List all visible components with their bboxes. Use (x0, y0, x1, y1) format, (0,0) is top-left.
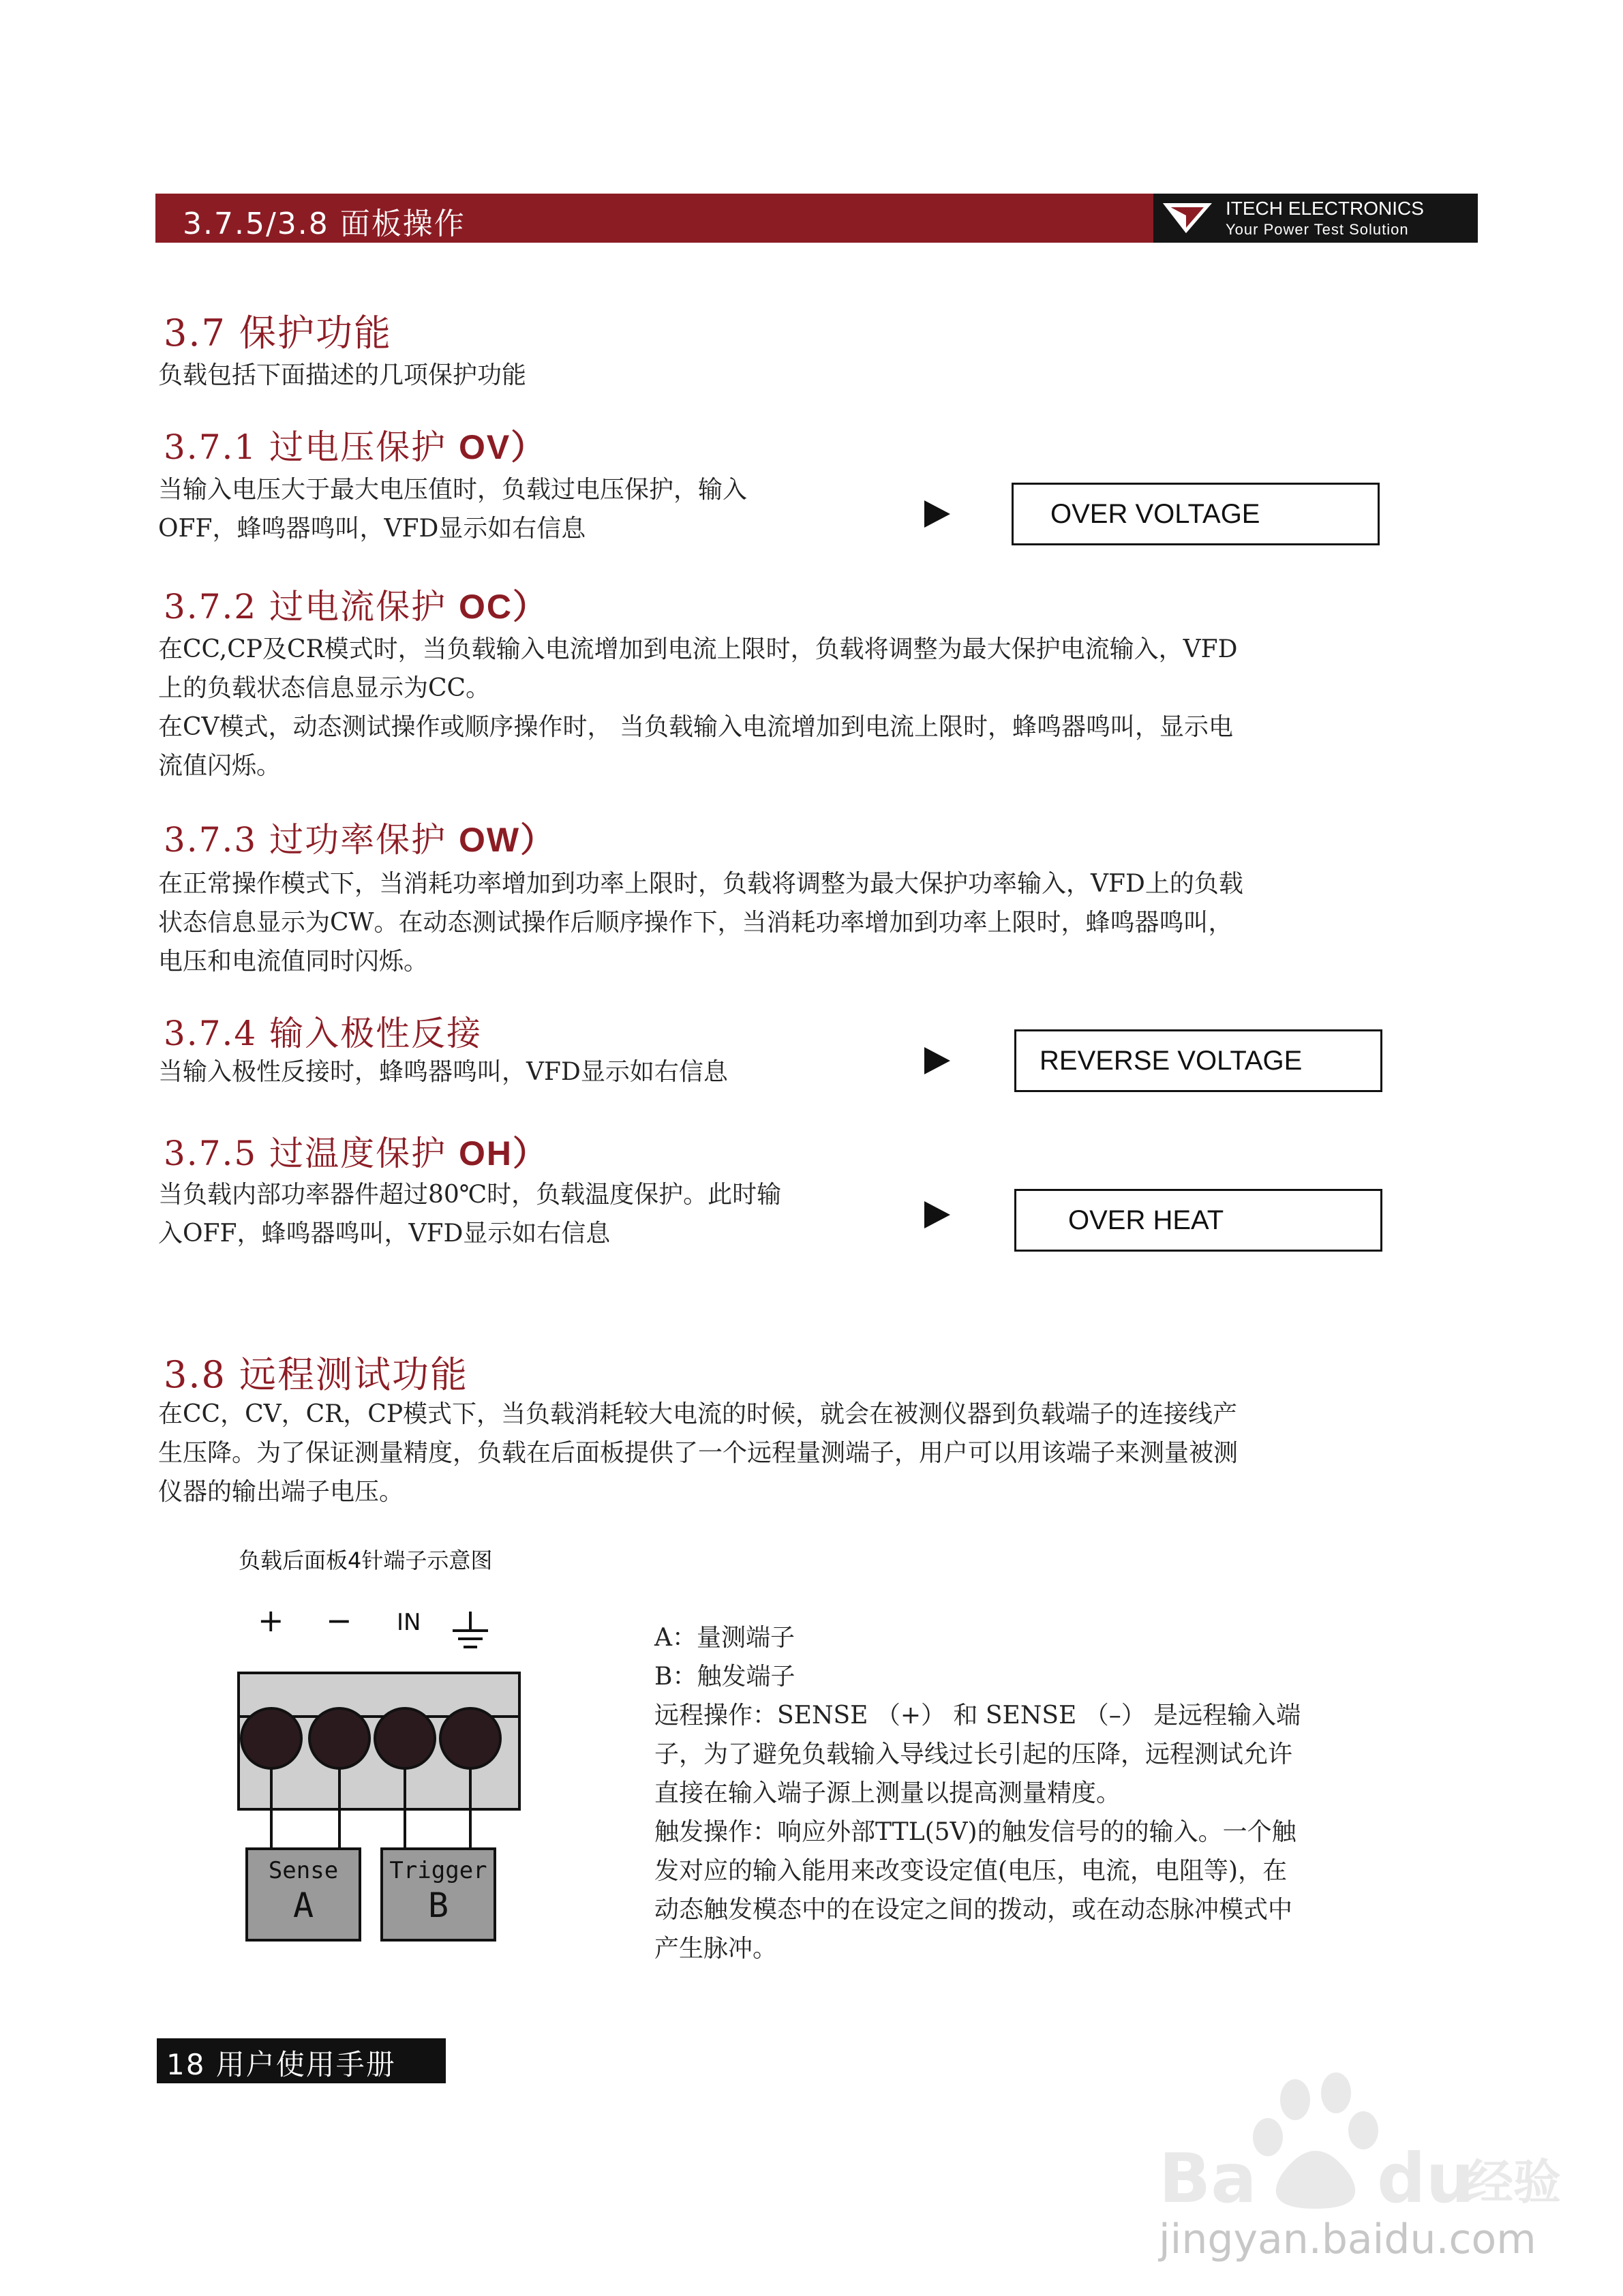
svg-text:Ba: Ba (1159, 2139, 1257, 2218)
legend-line: 产生脉冲。 (654, 1935, 778, 1963)
terminal-pin (374, 1707, 436, 1770)
right-arrow-icon (924, 1047, 950, 1074)
header-bar (155, 194, 1478, 243)
ground-icon (450, 1612, 491, 1654)
in-label: IN (397, 1609, 421, 1636)
section-3-7-title: 3.7 保护功能 (164, 312, 393, 354)
terminal-pin (308, 1707, 371, 1770)
watermark-url: jingyan.baidu.com (1159, 2216, 1536, 2263)
page-section-title: 3.7.5/3.8 面板操作 (183, 207, 466, 241)
vfd-reverse-voltage: REVERSE VOLTAGE (1014, 1029, 1382, 1092)
sense-wire (338, 1768, 341, 1847)
legend-line: 发对应的输入能用来改变设定值(电压，电流，电阻等)，在 (654, 1857, 1288, 1885)
plus-symbol: + (258, 1602, 284, 1639)
section-3-7-3-title (164, 813, 556, 862)
page-footer (157, 2038, 446, 2083)
sense-label: Sense (268, 1857, 339, 1884)
legend-line: 远程操作：SENSE （+） 和 SENSE （–） 是远程输入端 (654, 1702, 1301, 1729)
right-arrow-icon (924, 500, 950, 528)
paragraph-line: 入OFF，蜂鸣器鸣叫，VFD显示如右信息 (158, 1220, 611, 1248)
itech-logo (1153, 194, 1478, 243)
vfd-over-voltage: OVER VOLTAGE (1012, 483, 1380, 545)
paragraph-line: 电压和电流值同时闪烁。 (158, 948, 429, 976)
trigger-label: Trigger (389, 1857, 487, 1884)
legend-line: 子，为了避免负载输入导线过长引起的压降，远程测试允许 (654, 1740, 1293, 1768)
sense-wire (270, 1768, 273, 1847)
heading-text: 3.7.1 过电压保护 (164, 427, 447, 467)
minus-symbol: − (326, 1602, 352, 1639)
paragraph-line: 在CC，CV，CR，CP模式下，当负载消耗较大电流的时候，就会在被测仪器到负载端子的连接线产 (158, 1400, 1238, 1428)
paragraph-line: 在正常操作模式下，当消耗功率增加到功率上限时，负载将调整为最大保护功率输入，VFD上的负载 (158, 870, 1243, 898)
diagram-caption: 负载后面板4针端子示意图 (239, 1547, 493, 1573)
svg-text:du: du (1377, 2139, 1474, 2218)
heading-code: OW） (459, 821, 556, 859)
legend-line: 触发操作：响应外部TTL(5V)的触发信号的的输入。一个触 (654, 1818, 1296, 1846)
heading-text: 3.7.4 输入极性反接 (164, 1014, 483, 1053)
legend-line: A：量测端子 (654, 1624, 795, 1652)
right-arrow-icon (924, 1201, 950, 1228)
paragraph-line: 仪器的输出端子电压。 (158, 1478, 404, 1506)
sense-code: A (292, 1886, 314, 1925)
svg-text:经验: 经验 (1466, 2154, 1561, 2210)
section-3-7-5-title (164, 1126, 548, 1175)
paragraph-line: 上的负载状态信息显示为CC。 (158, 674, 491, 702)
section-3-7-2-body (158, 630, 1238, 785)
trigger-wire (469, 1768, 472, 1847)
paragraph-line: 当输入电压大于最大电压值时，负载过电压保护，输入 (158, 476, 748, 504)
heading-code: OH） (459, 1134, 549, 1173)
trigger-code: B (427, 1886, 449, 1925)
paragraph-line: 流值闪烁。 (158, 752, 282, 780)
heading-text: 3.7.3 过功率保护 (164, 820, 447, 860)
paragraph-line: 当输入极性反接时，蜂鸣器鸣叫，VFD显示如右信息 (158, 1058, 728, 1086)
terminal-pin (240, 1707, 303, 1770)
trigger-wire (404, 1768, 406, 1847)
legend-line: B：触发端子 (654, 1663, 795, 1691)
section-3-7-4-body (158, 1053, 728, 1091)
heading-text: 3.7.5 过温度保护 (164, 1134, 447, 1173)
paragraph-line: 在CV模式，动态测试操作或顺序操作时， 当负载输入电流增加到电流上限时，蜂鸣器鸣叫，显示电 (158, 713, 1233, 741)
paragraph-line: 当负载内部功率器件超过80℃时，负载温度保护。此时输 (158, 1181, 782, 1209)
paragraph-line: 负载包括下面描述的几项保护功能 (158, 361, 527, 389)
legend-line: 直接在输入端子源上测量以提高测量精度。 (654, 1779, 1121, 1807)
paragraph-line: OFF，蜂鸣器鸣叫，VFD显示如右信息 (158, 515, 586, 543)
terminal-pin (439, 1707, 502, 1770)
section-3-7-1-title (164, 420, 546, 469)
section-3-8-title: 3.8 远程测试功能 (164, 1353, 469, 1396)
paragraph-line: 状态信息显示为CW。在动态测试操作后顺序操作下，当消耗功率增加到功率上限时，蜂鸣器鸣叫， (158, 909, 1233, 937)
section-3-7-2-title (164, 579, 548, 629)
heading-code: OV） (459, 428, 547, 466)
trigger-terminal-box (380, 1847, 496, 1942)
section-3-7-body (158, 356, 526, 395)
itech-logo-icon (1159, 198, 1216, 239)
section-3-7-1-body (158, 470, 747, 548)
logo-brand-text: ITECH ELECTRONICS (1226, 198, 1424, 219)
heading-code: OC） (459, 588, 549, 626)
paragraph-line: 在CC,CP及CR模式时，当负载输入电流增加到电流上限时，负载将调整为最大保护电流输入，VFD (158, 635, 1238, 663)
section-3-8-body (158, 1395, 1238, 1511)
sense-terminal-box (245, 1847, 361, 1942)
logo-slogan-text: Your Power Test Solution (1226, 221, 1409, 238)
section-3-7-3-body (158, 864, 1243, 981)
section-3-7-4-title (164, 1006, 482, 1055)
diagram-legend (654, 1618, 1301, 1968)
legend-line: 动态触发模态中的在设定之间的拨动，或在动态脉冲模式中 (654, 1896, 1293, 1924)
paragraph-line: 生压降。为了保证测量精度，负载在后面板提供了一个远程量测端子，用户可以用该端子来测量被测 (158, 1439, 1239, 1467)
heading-text: 3.7.2 过电流保护 (164, 587, 447, 626)
page-number-label: 18 用户使用手册 (166, 2048, 396, 2081)
vfd-over-heat: OVER HEAT (1014, 1189, 1382, 1252)
section-3-7-5-body (158, 1175, 781, 1253)
